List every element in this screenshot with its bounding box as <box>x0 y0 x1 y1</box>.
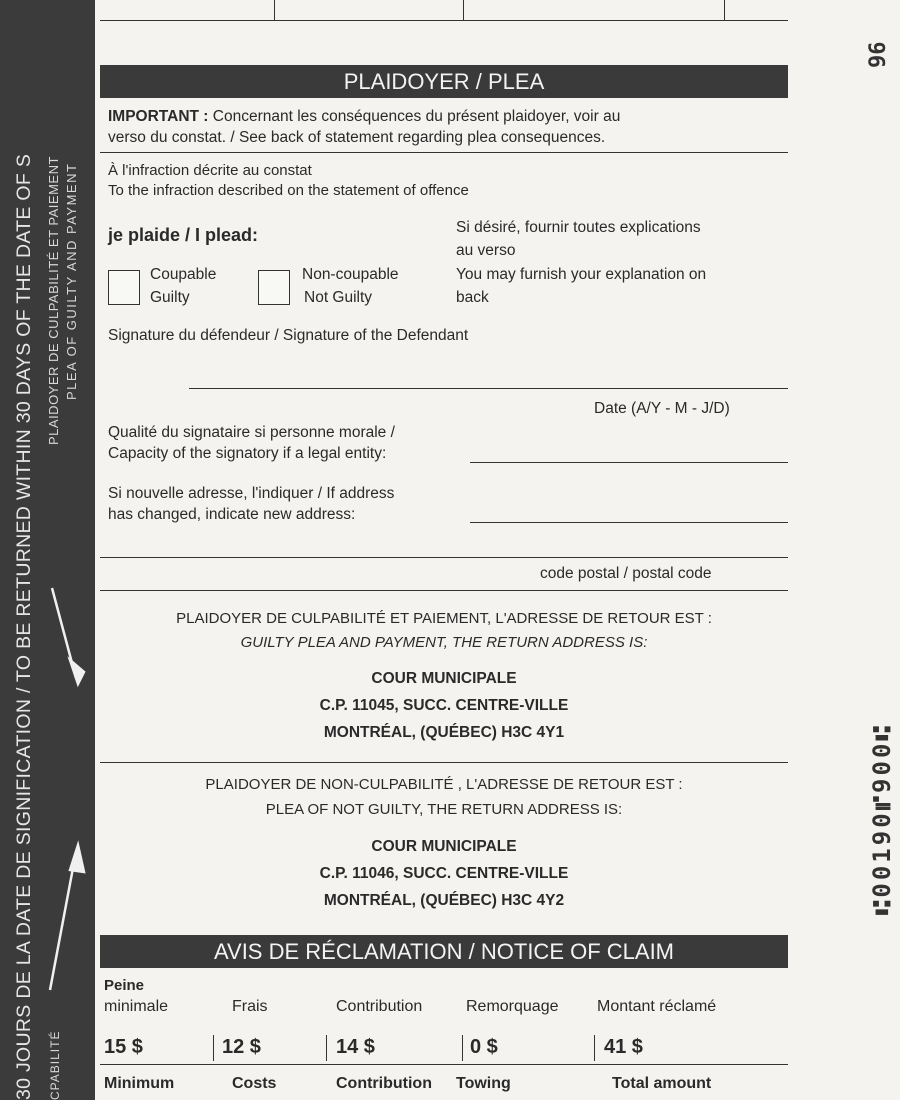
signature-label: Signature du défendeur / Signature of the Defendant <box>108 327 469 344</box>
not-guilty-address-line-3: MONTRÉAL, (QUÉBEC) H3C 4Y2 <box>323 892 565 909</box>
important-line-2: verso du constat. / See back of statement regarding plea consequences. <box>108 129 606 146</box>
guilty-address-line-2: C.P. 11045, SUCC. CENTRE-VILLE <box>319 697 569 714</box>
guilty-label-fr: Coupable <box>150 266 217 283</box>
guilty-checkbox[interactable] <box>108 270 140 305</box>
not-guilty-return-heading: PLAIDOYER DE NON-CULPABILITÉ , L'ADRESSE DE RETOUR EST : <box>205 776 683 793</box>
top-table-line <box>100 20 788 21</box>
claim-footer-contribution: Contribution <box>336 1075 432 1092</box>
not-guilty-checkbox[interactable] <box>258 270 290 305</box>
claim-footer-minimum: Minimum <box>104 1075 175 1092</box>
claim-footer-towing: Towing <box>456 1075 511 1092</box>
divider <box>100 590 788 591</box>
explain-text-1: Si désiré, fournir toutes explications <box>456 219 701 236</box>
claim-header-minimum-1: Peine <box>104 977 145 994</box>
top-table-divider <box>274 0 275 20</box>
explain-text-3: You may furnish your explanation on <box>456 266 707 283</box>
new-address-label-2: has changed, indicate new address: <box>108 506 356 523</box>
new-address-label-1: Si nouvelle adresse, l'indiquer / If address <box>108 485 395 502</box>
claim-value-contribution: 14 $ <box>336 1036 375 1058</box>
top-table-divider <box>463 0 464 20</box>
claim-header-towing: Remorquage <box>466 998 559 1015</box>
side-main-text: 30 JOURS DE LA DATE DE SIGNIFICATION / TO BE RETURNED WITHIN 30 DAYS OF THE DATE OF S <box>13 153 35 1100</box>
claim-value-costs: 12 $ <box>222 1036 261 1058</box>
claim-header-costs: Frais <box>232 998 268 1015</box>
claim-value-minimum: 15 $ <box>104 1036 143 1058</box>
not-guilty-label-en: Not Guilty <box>304 289 373 306</box>
guilty-address-line-1: COUR MUNICIPALE <box>371 670 517 687</box>
important-text-1: Concernant les conséquences du présent plaidoyer, voir au <box>208 108 621 125</box>
claim-divider <box>462 1035 463 1061</box>
important-line-1 <box>108 106 620 127</box>
capacity-label-2: Capacity of the signatory if a legal entity: <box>108 445 387 462</box>
claim-value-towing: 0 $ <box>470 1036 498 1058</box>
guilty-address-line-3: MONTRÉAL, (QUÉBEC) H3C 4Y1 <box>323 724 565 741</box>
explain-text-2: au verso <box>456 242 516 259</box>
not-guilty-address-line-2: C.P. 11046, SUCC. CENTRE-VILLE <box>319 865 569 882</box>
signature-line[interactable] <box>189 388 788 389</box>
claim-header-total: Montant réclamé <box>597 998 717 1015</box>
claim-title: AVIS DE RÉCLAMATION / NOTICE OF CLAIM <box>213 939 675 964</box>
guilty-return-heading: PLAIDOYER DE CULPABILITÉ ET PAIEMENT, L'ADRESSE DE RETOUR EST : <box>176 610 712 627</box>
claim-value-total: 41 $ <box>604 1036 643 1058</box>
important-label: IMPORTANT : <box>108 108 209 125</box>
not-guilty-label-fr: Non-coupable <box>302 266 399 283</box>
capacity-label-1: Qualité du signataire si personne morale / <box>108 424 395 441</box>
plea-title: PLAIDOYER / PLEA <box>343 69 545 94</box>
postal-code-label: code postal / postal code <box>540 565 712 582</box>
address-line[interactable] <box>470 522 788 523</box>
page-number: 96 <box>866 41 891 68</box>
guilty-return-heading-en: GUILTY PLEA AND PAYMENT, THE RETURN ADDRESS IS: <box>240 634 648 651</box>
plea-title-banner <box>100 65 788 98</box>
side-arrows <box>0 0 100 1100</box>
capacity-line[interactable] <box>470 462 788 463</box>
claim-values-line <box>100 1064 788 1065</box>
side-sub-text-1: PLAIDOYER DE CULPABILITÉ ET PAIEMENT <box>46 156 61 445</box>
arrow-down-head <box>70 660 84 684</box>
claim-footer-costs: Costs <box>232 1075 277 1092</box>
claim-footer-total: Total amount <box>612 1075 712 1092</box>
guilty-label-en: Guilty <box>150 289 190 306</box>
claim-header-minimum-2: minimale <box>104 998 169 1015</box>
side-sub-text-3: CPABILITÉ <box>48 1030 62 1100</box>
claim-header-contribution: Contribution <box>336 998 423 1015</box>
infraction-fr: À l'infraction décrite au constat <box>108 162 312 179</box>
arrow-up-head <box>70 845 84 872</box>
address-line-2[interactable] <box>100 557 788 558</box>
infraction-en: To the infraction described on the statement of offence <box>108 182 469 199</box>
claim-divider <box>213 1035 214 1061</box>
claim-title-banner <box>100 935 788 968</box>
date-label: Date (A/Y - M - J/D) <box>594 400 730 417</box>
claim-divider <box>594 1035 595 1061</box>
plead-label: je plaide / I plead: <box>108 225 259 245</box>
arrow-up-line <box>50 852 76 990</box>
divider <box>100 152 788 153</box>
claim-divider <box>326 1035 327 1061</box>
divider <box>100 762 788 763</box>
micr-code: ⑆00190⑈900⑆ <box>868 723 896 915</box>
not-guilty-return-heading-en: PLEA OF NOT GUILTY, THE RETURN ADDRESS IS: <box>265 801 623 818</box>
side-sub-text-2: PLEA OF GUILTY AND PAYMENT <box>64 162 79 400</box>
explain-text-4: back <box>456 289 489 306</box>
top-table-divider <box>724 0 725 20</box>
not-guilty-address-line-1: COUR MUNICIPALE <box>371 838 517 855</box>
